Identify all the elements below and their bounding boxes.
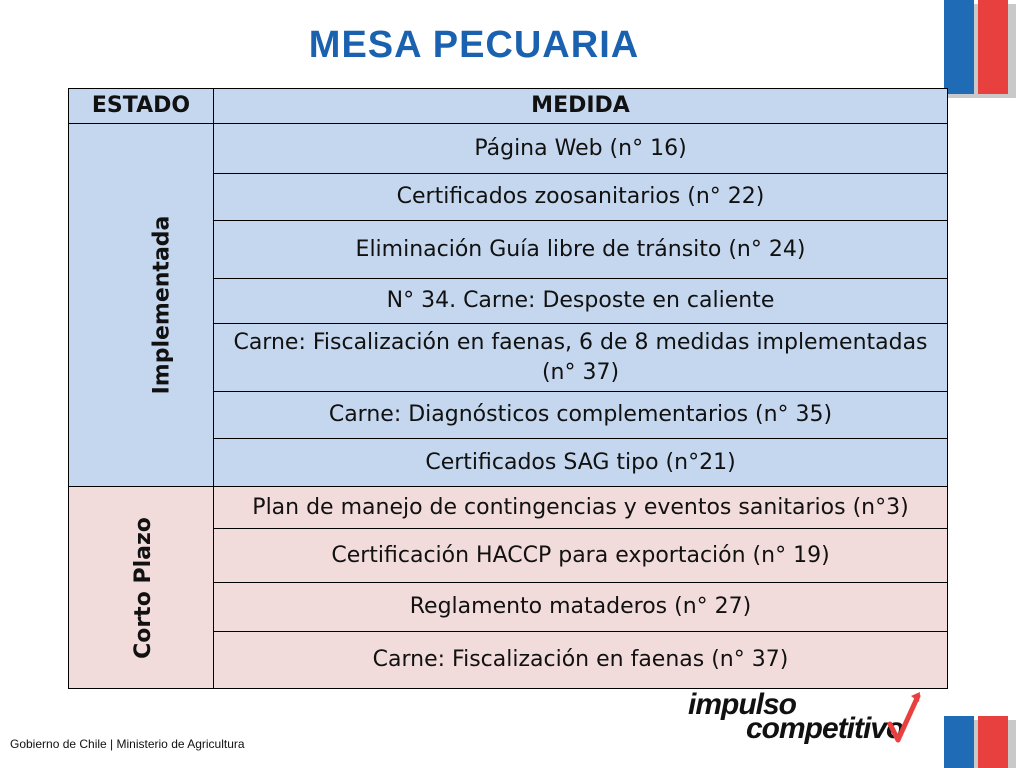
table-row: Página Web (n° 16) (214, 124, 948, 174)
table-row: Certificados SAG tipo (n°21) (214, 439, 948, 487)
table-row: Eliminación Guía libre de tránsito (n° 24) (214, 221, 948, 279)
table-row: Carne: Fiscalización en faenas, 6 de 8 medidas implementadas (n° 37) (214, 324, 948, 392)
chile-flag-top (944, 0, 1016, 98)
footer-text: Gobierno de Chile | Ministerio de Agricultura (10, 737, 245, 751)
table-row: Plan de manejo de contingencias y eventos sanitarios (n°3) (214, 487, 948, 529)
measures-table (68, 88, 948, 689)
state-corto-plazo (69, 487, 214, 689)
logo-line2: competitivo (746, 712, 904, 745)
state-implementada (69, 124, 214, 487)
table-row: Reglamento mataderos (n° 27) (214, 583, 948, 632)
table-row: Certificados zoosanitarios (n° 22) (214, 174, 948, 221)
header-measure: MEDIDA (214, 89, 948, 124)
page-title: MESA PECUARIA (308, 24, 640, 66)
table-row: N° 34. Carne: Desposte en caliente (214, 279, 948, 324)
logo-mark: o (886, 712, 904, 745)
impulso-competitivo-logo (688, 690, 928, 750)
table-row: Carne: Diagnósticos complementarios (n° 35) (214, 392, 948, 439)
header-state: ESTADO (69, 89, 214, 124)
logo-line1: impulso (688, 688, 797, 721)
chile-flag-bottom (944, 716, 1016, 768)
state-label: Implementada (149, 215, 175, 395)
checkmark-icon (884, 690, 924, 746)
table-row: Carne: Fiscalización en faenas (n° 37) (214, 632, 948, 689)
state-label: Corto Plazo (130, 516, 156, 659)
table-row: Certificación HACCP para exportación (n° 19) (214, 529, 948, 583)
